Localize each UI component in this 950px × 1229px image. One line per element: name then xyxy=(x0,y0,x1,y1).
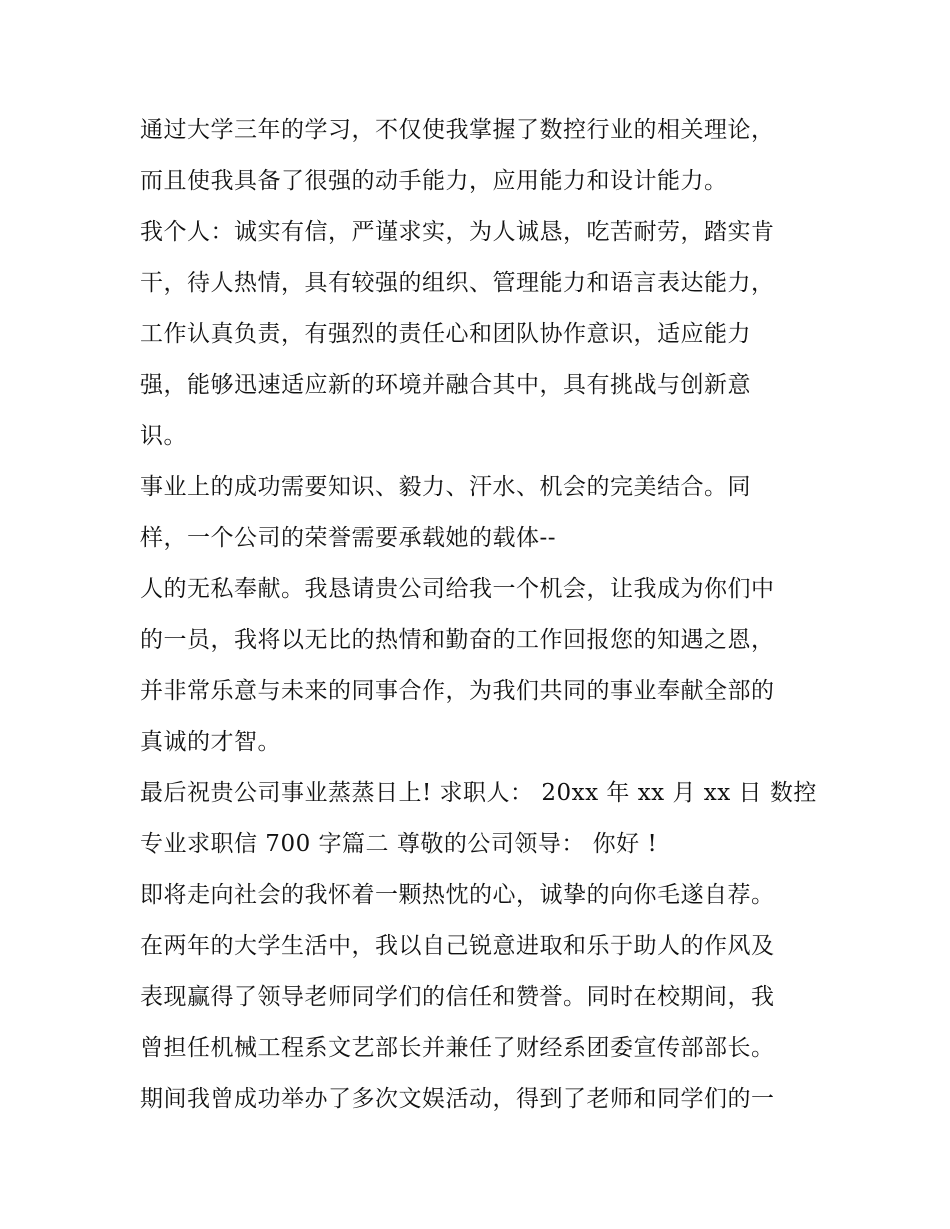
text-line: 事业上的成功需要知识、毅力、汗水、机会的完美结合。同 xyxy=(140,474,751,500)
text-line: 识。 xyxy=(140,423,187,449)
text-line: 而且使我具备了很强的动手能力，应用能力和设计能力。 xyxy=(140,168,728,194)
text-line: 的一员，我将以无比的热情和勤奋的工作回报您的知遇之恩， xyxy=(140,627,775,653)
text-line: 并非常乐意与未来的同事合作，为我们共同的事业奉献全部的 xyxy=(140,678,775,704)
text-line: 我个人：诚实有信，严谨求实，为人诚恳，吃苦耐劳，踏实肯 xyxy=(140,219,775,245)
text-line: 期间我曾成功举办了多次文娱活动，得到了老师和同学们的一 xyxy=(140,1086,775,1112)
body-text xyxy=(140,105,820,1125)
text-line: 人的无私奉献。我恳请贵公司给我一个机会，让我成为你们中 xyxy=(140,576,775,602)
text-line: 最后祝贵公司事业蒸蒸日上! 求职人： 20xx 年 xx 月 xx 日 数控 xyxy=(140,780,817,806)
text-line: 通过大学三年的学习，不仅使我掌握了数控行业的相关理论， xyxy=(140,117,775,143)
text-line: 样，一个公司的荣誉需要承载她的载体-- xyxy=(140,525,557,551)
text-line: 曾担任机械工程系文艺部长并兼任了财经系团委宣传部部长。 xyxy=(140,1035,775,1061)
text-line: 工作认真负责，有强烈的责任心和团队协作意识，适应能力 xyxy=(140,321,751,347)
text-line: 真诚的才智。 xyxy=(140,729,281,755)
text-line: 在两年的大学生活中，我以自己锐意进取和乐于助人的作风及 xyxy=(140,933,775,959)
text-line: 干，待人热情，具有较强的组织、管理能力和语言表达能力， xyxy=(140,270,775,296)
text-line: 即将走向社会的我怀着一颗热忱的心，诚挚的向你毛遂自荐。 xyxy=(140,882,775,908)
text-line: 强，能够迅速适应新的环境并融合其中，具有挑战与创新意 xyxy=(140,372,751,398)
text-line: 表现赢得了领导老师同学们的信任和赞誉。同时在校期间，我 xyxy=(140,984,775,1010)
text-line: 专业求职信 700 字篇二 尊敬的公司领导： 你好 ! xyxy=(140,831,658,857)
